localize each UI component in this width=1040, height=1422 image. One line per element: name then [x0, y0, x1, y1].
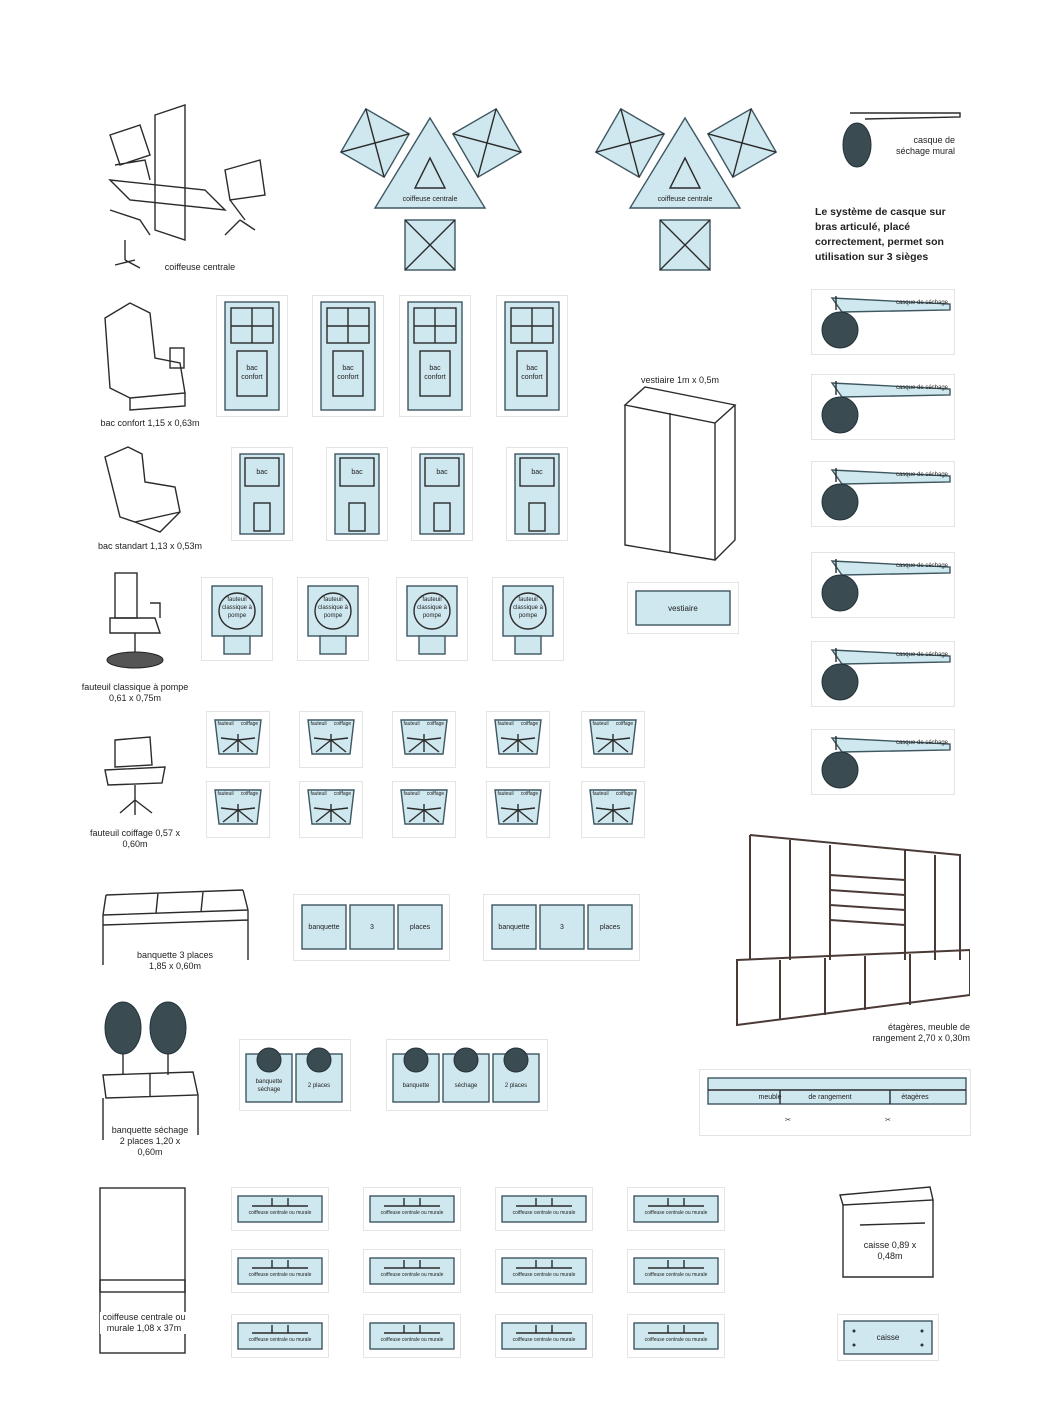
banquette-sechage-tile [240, 1040, 350, 1110]
fauteuil-coiffage-tile [582, 712, 644, 767]
fauteuil-pompe-tile [298, 578, 368, 660]
banquette3-tile-label: 3 [370, 924, 374, 931]
vestiaire-drawing [620, 385, 740, 565]
fauteuil-coiffage-tile [300, 782, 362, 837]
bac-confort-tile [217, 296, 287, 416]
coiffeuse-murale-tile-label: coiffeuse centrale ou murale [512, 1210, 576, 1216]
banquette-sechage-tile-3-plan [387, 1040, 547, 1110]
coiffeuse-centrale-tile-label: coiffeuse centrale [402, 196, 458, 203]
coiffeuse-murale-tile [628, 1188, 724, 1230]
fauteuil-pompe-tile-label: fauteuil classique à pompe [221, 597, 253, 619]
casque-tile-label: casque de séchage [895, 740, 949, 746]
coiffeuse-murale-tile-label: coiffeuse centrale ou murale [248, 1272, 312, 1278]
bac-tile [232, 448, 292, 540]
fauteuil-coiffage-tile-label: fauteuil [403, 791, 420, 797]
fauteuil-pompe-tile-label: fauteuil classique à pompe [416, 597, 448, 619]
fauteuil-coiffage-tile-label: coiffage [615, 791, 634, 797]
banquette-sechage-tile-plan [240, 1040, 350, 1110]
etageres-label: étagères, meuble de rangement 2,70 x 0,30m [872, 1022, 970, 1043]
casque-tile [812, 553, 954, 617]
caisse-tile-label: caisse [876, 1333, 900, 1342]
coiffeuse-centrale-tile-2 [585, 108, 785, 278]
fauteuil-coiffage-tile [393, 782, 455, 837]
coiffeuse-murale-tile [364, 1188, 460, 1230]
fauteuil-coiffage-tile [487, 782, 549, 837]
coiffeuse-murale-tile [232, 1250, 328, 1292]
fauteuil-pompe-tile [493, 578, 563, 660]
banquette3-tile [294, 895, 449, 960]
casque-tile-label: casque de séchage [895, 563, 949, 569]
bac-tile-plan [232, 448, 292, 540]
svg-text:✂: ✂ [785, 1117, 791, 1124]
bac-tile [507, 448, 567, 540]
bac-tile-label: bac [256, 469, 268, 476]
vestiaire-label: vestiaire 1m x 0,5m [640, 375, 720, 385]
vestiaire-tile [628, 583, 738, 633]
bac-confort-tile [497, 296, 567, 416]
casque-tile [812, 462, 954, 526]
bac-confort-tile-plan [313, 296, 383, 416]
fauteuil-coiffage-tile-label: fauteuil [403, 721, 420, 727]
vestiaire-tile-label: vestiaire [668, 604, 698, 613]
fauteuil-coiffage-tile-label: fauteuil [497, 721, 514, 727]
coiffeuse-murale-tile-label: coiffeuse centrale ou murale [512, 1272, 576, 1278]
banquette3-tile-label: places [409, 924, 431, 931]
fauteuil-coiffage-tile-label: coiffage [333, 791, 352, 797]
bac-tile-label: bac [351, 469, 363, 476]
coiffeuse-murale-tile-plan [628, 1188, 724, 1230]
casque-tile-label: casque de séchage [895, 300, 949, 306]
fauteuil-coiffage-tile [487, 712, 549, 767]
caisse-tile [838, 1315, 938, 1360]
coiffeuse-murale-tile-plan [496, 1188, 592, 1230]
coiffeuse-murale-tile [628, 1250, 724, 1292]
fauteuil-coiffage-tile-label: coiffage [240, 721, 259, 727]
fauteuil-coiffage-tile [207, 712, 269, 767]
fauteuil-coiffage-tile-label: coiffage [333, 721, 352, 727]
coiffeuse-murale-tile-label: coiffeuse centrale ou murale [380, 1337, 444, 1343]
banquette-sechage-tile-3-label: séchage [454, 1083, 478, 1089]
coiffeuse-murale-tile [496, 1250, 592, 1292]
coiffeuse-murale-tile-label: coiffeuse centrale ou murale [512, 1337, 576, 1343]
fauteuil-pompe-tile-label: fauteuil classique à pompe [317, 597, 349, 619]
meuble-tile-label: meuble [758, 1094, 782, 1101]
banquette3-tile-label: places [599, 924, 621, 931]
bac-confort-tile-label: bac confort [337, 365, 359, 381]
coiffeuse-murale-tile [364, 1315, 460, 1357]
coiffeuse-murale-tile-label: coiffeuse centrale ou murale [248, 1210, 312, 1216]
fauteuil-coiffage-tile-label: fauteuil [217, 791, 234, 797]
coiffeuse-murale-tile-plan [232, 1315, 328, 1357]
coiffeuse-murale-tile [232, 1315, 328, 1357]
bac-confort-tile-label: bac confort [424, 365, 446, 381]
fauteuil-coiffage-tile [207, 782, 269, 837]
banquette-sechage-label: banquette séchage 2 places 1,20 x 0,60m [111, 1125, 189, 1157]
coiffeuse-murale-tile [496, 1188, 592, 1230]
banquette3-tile-label: banquette [498, 924, 530, 931]
bac-confort-label: bac confort 1,15 x 0,63m [100, 418, 200, 428]
bac-tile-plan [507, 448, 567, 540]
bac-confort-tile-label: bac confort [521, 365, 543, 381]
casque-mural-label: casque de séchage mural [895, 135, 955, 156]
coiffeuse-murale-tile-plan [628, 1250, 724, 1292]
banquette-sechage-tile-label: banquette séchage [255, 1079, 283, 1093]
fauteuil-coiffage-tile [300, 712, 362, 767]
etageres-drawing [735, 830, 970, 1030]
coiffeuse-murale-tile [496, 1315, 592, 1357]
bac-confort-tile [313, 296, 383, 416]
bac-standart-drawing [100, 442, 185, 537]
fauteuil-coiffage-tile [582, 782, 644, 837]
coiffeuse-murale-tile-plan [232, 1188, 328, 1230]
casque-tile [812, 290, 954, 354]
coiffeuse-murale-label: coiffeuse centrale ou murale 1,08 x 37m [100, 1312, 188, 1334]
bac-confort-tile [400, 296, 470, 416]
coiffeuse-murale-tile-label: coiffeuse centrale ou murale [248, 1337, 312, 1343]
fauteuil-coiffage-tile-label: fauteuil [592, 721, 609, 727]
etageres-tile [700, 1070, 970, 1135]
fauteuil-coiffage-tile [393, 712, 455, 767]
banquette-sechage-tile-3 [387, 1040, 547, 1110]
bac-standart-label: bac standart 1,13 x 0,53m [97, 541, 203, 551]
fauteuil-coiffage-tile-label: coiffage [240, 791, 259, 797]
coiffeuse-centrale-tile-label-2: coiffeuse centrale [657, 196, 713, 203]
bac-tile-plan [327, 448, 387, 540]
bac-confort-tile-plan [497, 296, 567, 416]
coiffeuse-murale-tile-label: coiffeuse centrale ou murale [644, 1272, 708, 1278]
bac-confort-tile-plan [400, 296, 470, 416]
coiffeuse-murale-tile-plan [364, 1188, 460, 1230]
fauteuil-coiffage-tile-label: fauteuil [217, 721, 234, 727]
fauteuil-pompe-tile [202, 578, 272, 660]
fauteuil-coiffage-tile-label: coiffage [520, 791, 539, 797]
casque-tile-label: casque de séchage [895, 385, 949, 391]
casque-tile-label: casque de séchage [895, 652, 949, 658]
coiffeuse-murale-tile [232, 1188, 328, 1230]
etageres-tile-label: étagères [901, 1094, 929, 1101]
caisse-drawing [835, 1185, 940, 1280]
banquette3-tile-label: banquette [308, 924, 340, 931]
coiffeuse-murale-tile-plan [232, 1250, 328, 1292]
fauteuil-coiffage-tile-label: fauteuil [497, 791, 514, 797]
casque-tile [812, 642, 954, 706]
banquette3-tile [484, 895, 639, 960]
bac-tile [412, 448, 472, 540]
fauteuil-coiffage-drawing [100, 735, 175, 820]
casque-tile [812, 375, 954, 439]
bac-confort-tile-label: bac confort [241, 365, 263, 381]
coiffeuse-centrale-tile [330, 108, 530, 278]
coiffeuse-murale-tile-plan [496, 1250, 592, 1292]
bac-tile-label: bac [436, 469, 448, 476]
fauteuil-coiffage-tile-label: coiffage [615, 721, 634, 727]
coiffeuse-centrale-label: coiffeuse centrale [164, 262, 236, 272]
bac-tile [327, 448, 387, 540]
fauteuil-coiffage-tile-label: coiffage [426, 721, 445, 727]
fauteuil-pompe-label: fauteuil classique à pompe 0,61 x 0,75m [81, 682, 189, 703]
bac-tile-label: bac [531, 469, 543, 476]
banquette-sechage-tile-3-label: 2 places [504, 1083, 528, 1089]
svg-text:✂: ✂ [885, 1117, 891, 1124]
fauteuil-pompe-drawing [100, 568, 175, 673]
fauteuil-coiffage-tile-label: fauteuil [310, 791, 327, 797]
coiffeuse-murale-tile-plan [496, 1315, 592, 1357]
coiffeuse-murale-tile-label: coiffeuse centrale ou murale [380, 1210, 444, 1216]
banquette-sechage-tile-3-label: banquette [402, 1083, 430, 1089]
coiffeuse-centrale-plan [330, 108, 530, 278]
coiffeuse-murale-tile-plan [628, 1315, 724, 1357]
casque-note: Le système de casque sur bras articulé, placé correctement, permet son utilisation sur 3 sièges [815, 206, 946, 263]
fauteuil-coiffage-tile-label: coiffage [426, 791, 445, 797]
rangement-tile-label: de rangement [808, 1094, 852, 1101]
coiffeuse-murale-tile-label: coiffeuse centrale ou murale [380, 1272, 444, 1278]
coiffeuse-murale-tile-plan [364, 1250, 460, 1292]
coiffeuse-murale-tile-plan [364, 1315, 460, 1357]
casque-tile [812, 730, 954, 794]
coiffeuse-centrale-drawing [95, 100, 275, 270]
fauteuil-coiffage-tile-label: coiffage [520, 721, 539, 727]
fauteuil-coiffage-label: fauteuil coiffage 0,57 x 0,60m [90, 828, 180, 849]
caisse-label: caisse 0,89 x 0,48m [863, 1240, 917, 1261]
fauteuil-pompe-tile-label: fauteuil classique à pompe [512, 597, 544, 619]
coiffeuse-centrale-plan-2 [585, 108, 785, 278]
casque-tile-label: casque de séchage [895, 472, 949, 478]
coiffeuse-murale-tile [364, 1250, 460, 1292]
fauteuil-pompe-tile [397, 578, 467, 660]
bac-tile-plan [412, 448, 472, 540]
banquette3-tile-label: 3 [560, 924, 564, 931]
bac-confort-drawing [100, 298, 195, 413]
coiffeuse-murale-tile [628, 1315, 724, 1357]
coiffeuse-murale-tile-label: coiffeuse centrale ou murale [644, 1210, 708, 1216]
coiffeuse-murale-tile-label: coiffeuse centrale ou murale [644, 1337, 708, 1343]
fauteuil-coiffage-tile-label: fauteuil [592, 791, 609, 797]
bac-confort-tile-plan [217, 296, 287, 416]
banquette3-label: banquette 3 places 1,85 x 0,60m [136, 950, 214, 971]
fauteuil-coiffage-tile-label: fauteuil [310, 721, 327, 727]
banquette-sechage-tile-label: 2 places [307, 1083, 331, 1089]
